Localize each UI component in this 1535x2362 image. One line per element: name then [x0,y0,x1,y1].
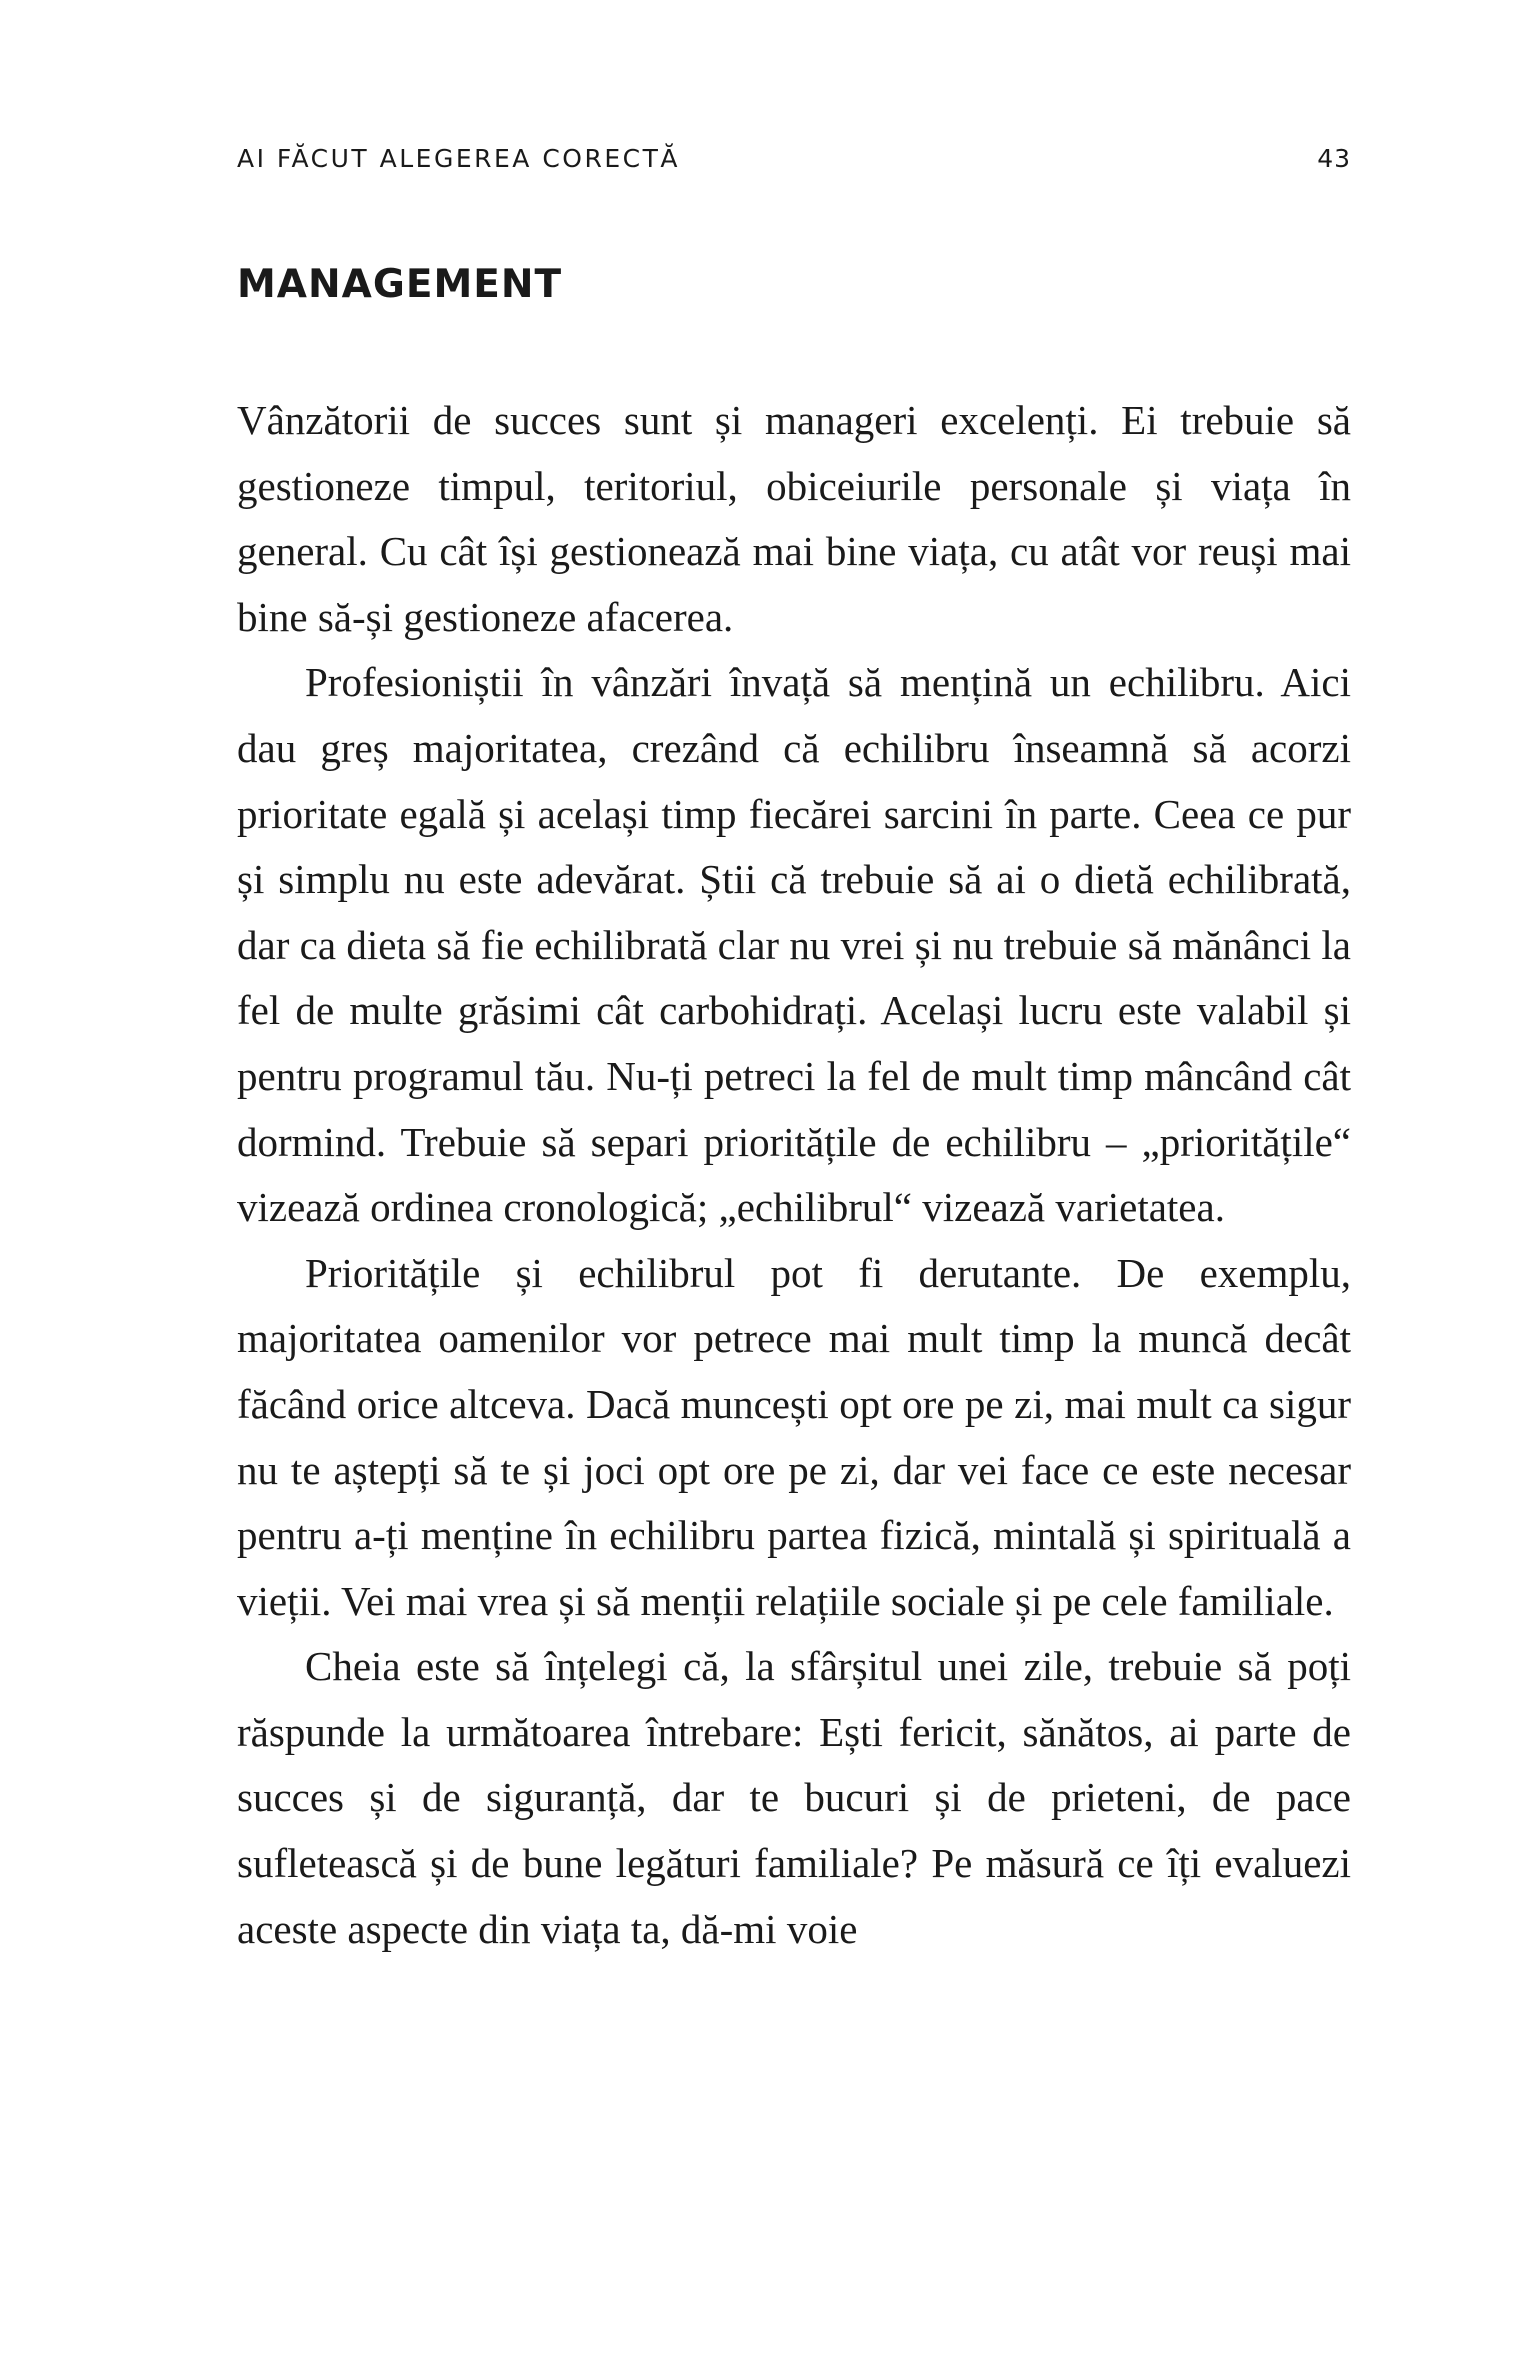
section-title: MANAGEMENT [237,262,563,307]
paragraph: Vânzătorii de succes sunt și manageri excelenți. Ei trebuie să gestioneze timpul, teritoriul, obiceiurile personale și viața în general. Cu cât își gestionează mai bine viața, cu atât vor reuși mai bine să-și gestioneze afacerea. [237,397,1351,640]
page-number: 43 [1317,144,1351,173]
body-text [237,388,1351,1962]
running-title: AI FĂCUT ALEGEREA CORECTĂ [237,144,680,173]
paragraph: Cheia este să înțelegi că, la sfârșitul unei zile, trebuie să poți răspunde la următoarea întrebare: Ești fericit, sănătos, ai parte de succes și de siguranță, dar te bucuri și de prieteni, de pace sufletească și de bune legături familiale? Pe măsură ce îți evaluezi aceste aspecte din viața ta, dă-mi voie [237,1643,1351,1952]
running-header [237,144,1351,184]
paragraph: Prioritățile și echilibrul pot fi derutante. De exemplu, majoritatea oamenilor vor petrece mai mult timp la muncă decât făcând orice altceva. Dacă muncești opt ore pe zi, mai mult ca sigur nu te aștepți să te și joci opt ore pe zi, dar vei face ce este necesar pentru a-ți menține în echilibru partea fizică, mintală și spirituală a vieții. Vei mai vrea și să menții relațiile sociale și pe cele familiale. [237,1249,1351,1624]
paragraph: Profesioniștii în vânzări învață să mențină un echilibru. Aici dau greș majoritatea, crezând că echilibru înseamnă să acorzi prioritate egală și același timp fiecărei sarcini în parte. Ceea ce pur și simplu nu este adevărat. Știi că trebuie să ai o dietă echilibrată, dar ca dieta să fie echilibrată clar nu vrei și nu trebuie să mănânci la fel de multe grăsimi cât carbohidrați. Același lucru este valabil și pentru programul tău. Nu-ți petreci la fel de mult timp mâncând cât dormind. Trebuie să separi prioritățile de echilibru – „prioritățile“ vizează ordinea cronologică; „echilibrul“ vizează varietatea. [237,659,1351,1231]
